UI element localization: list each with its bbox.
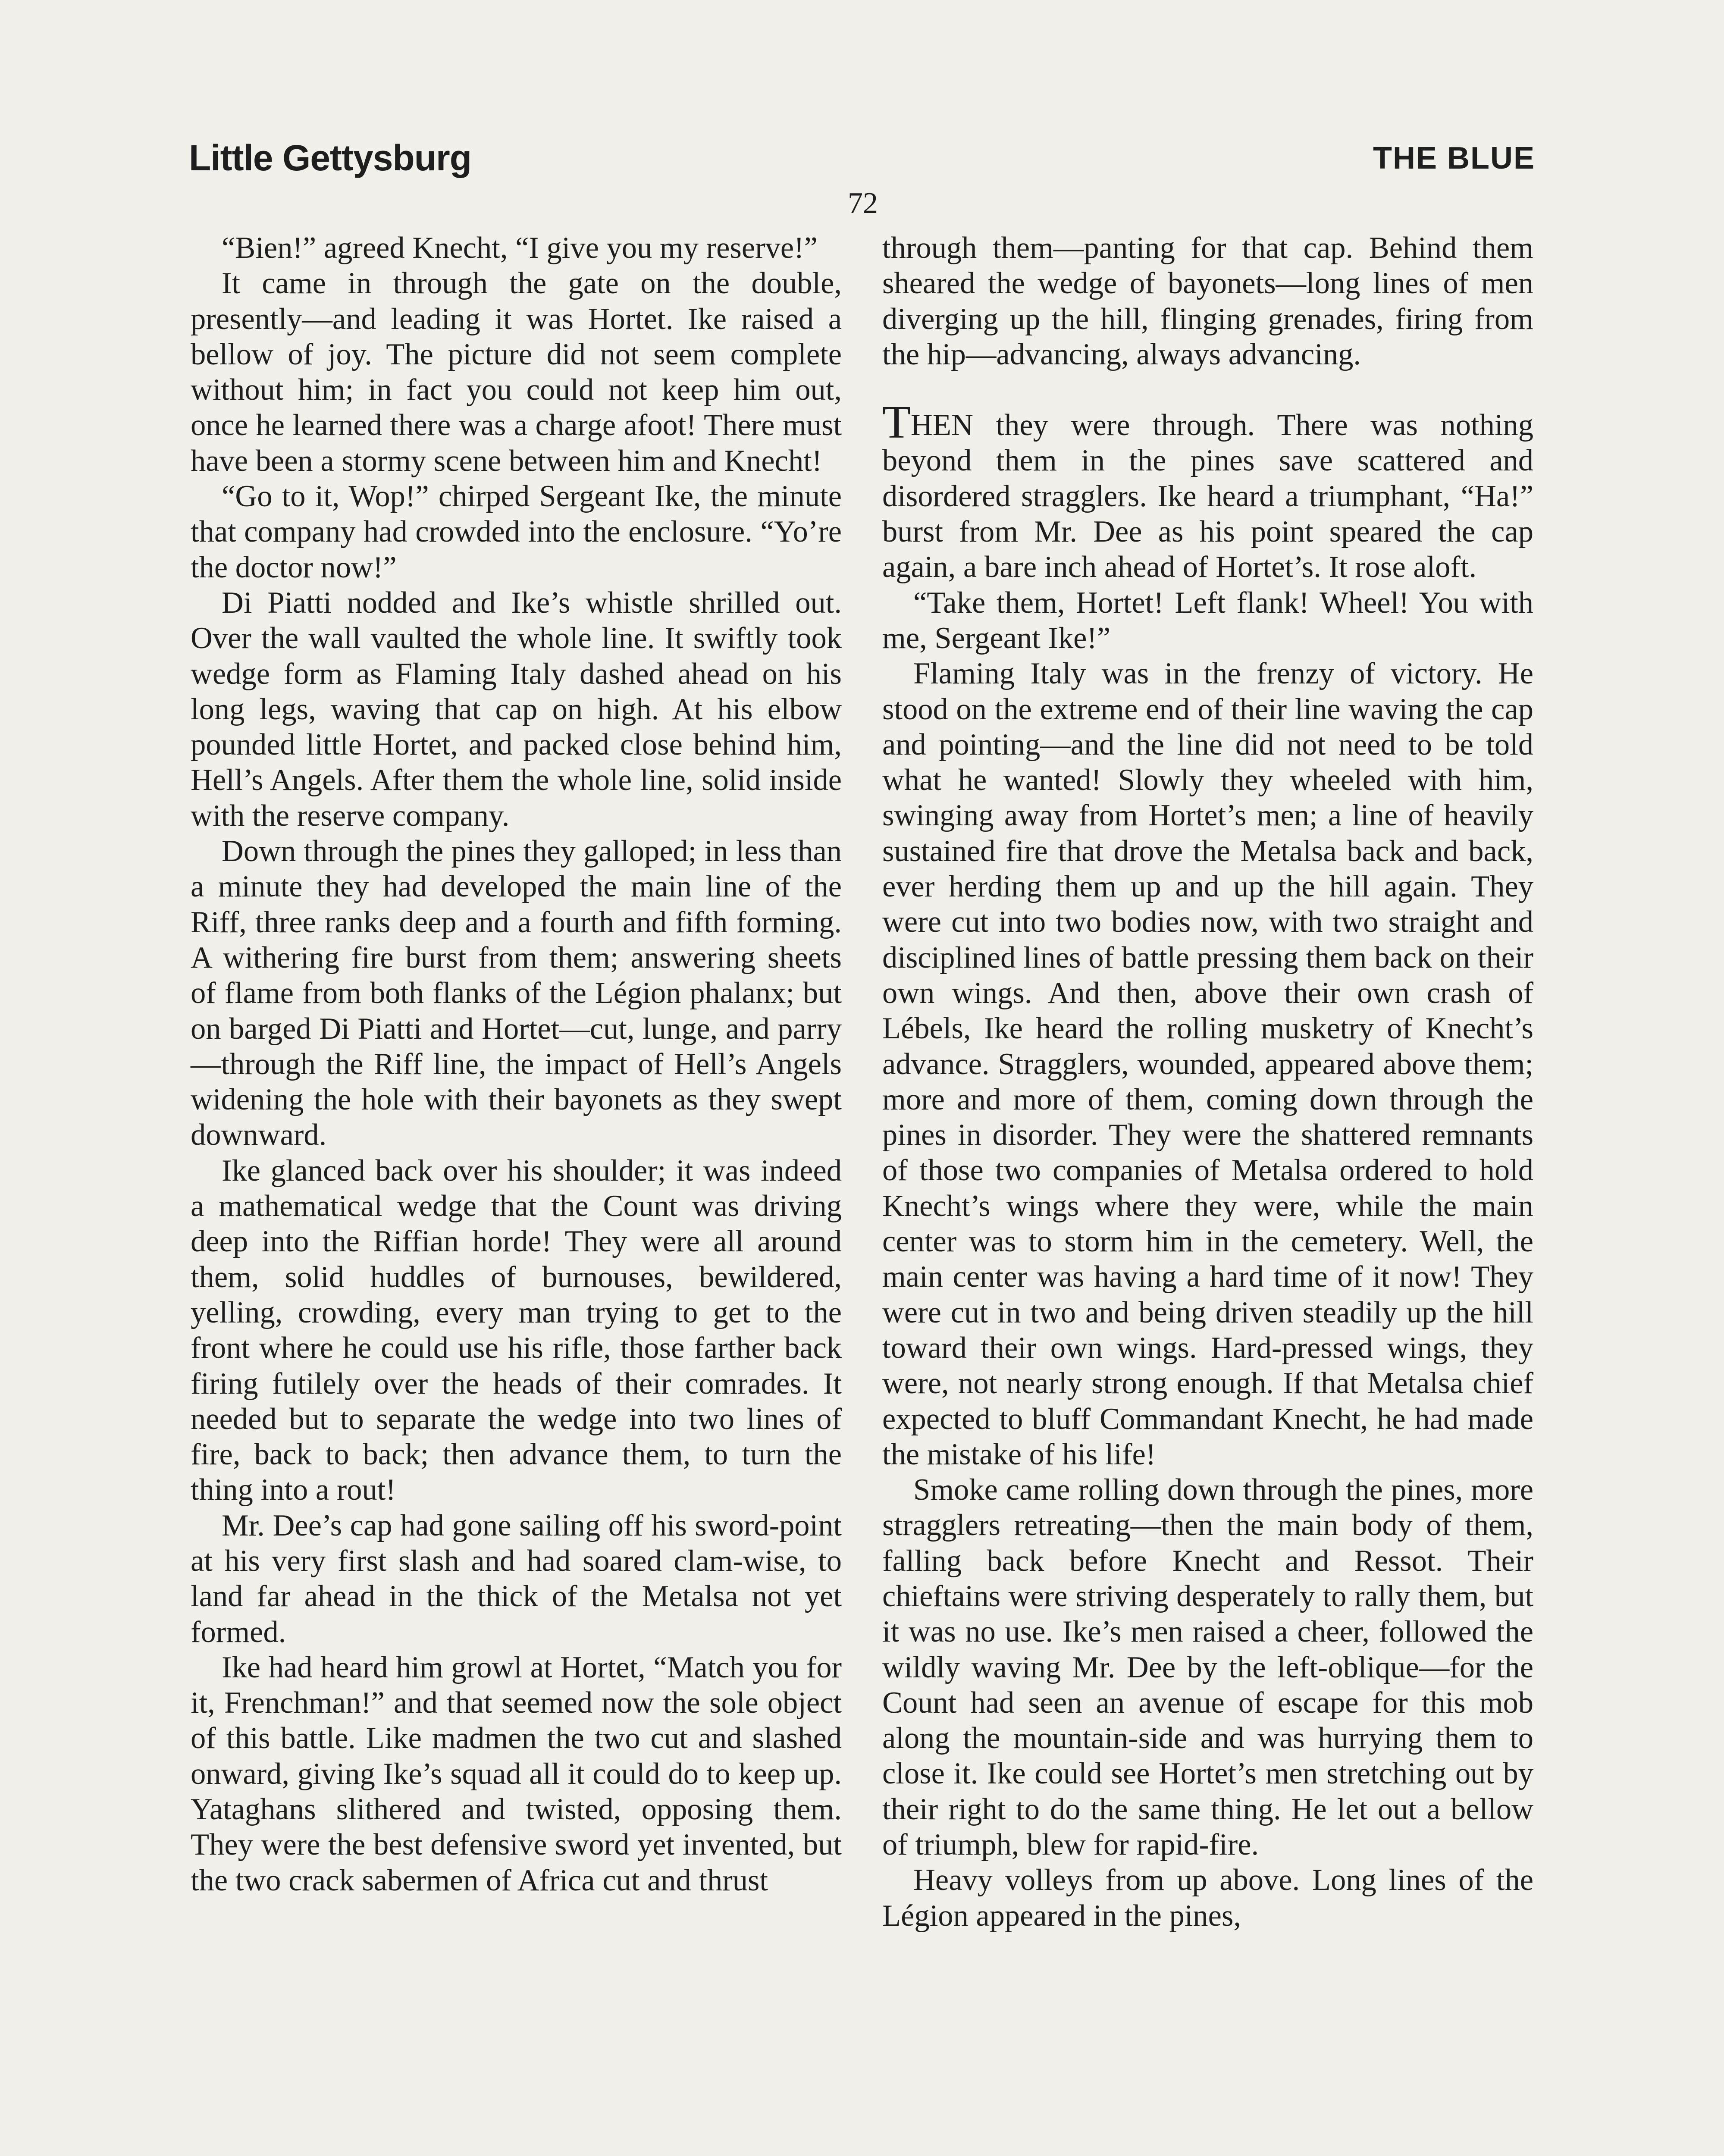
section-start-paragraph xyxy=(882,397,1533,585)
paragraph: Mr. Dee’s cap had gone sailing off his sword-point at his very first slash and had soared clam-wise, to land far ahead in the thick of the Metalsa not yet formed. xyxy=(191,1508,842,1649)
continuation-paragraph: through them—panting for that cap. Behind them sheared the wedge of bayonets—long lines of men diverging up the hill, flinging grenades, firing from the hip—advancing, always advancing. xyxy=(882,231,1533,371)
paragraph: “Bien!” agreed Knecht, “I give you my reserve!” xyxy=(222,231,818,265)
paragraph: Ike had heard him growl at Hortet, “Match you for it, Frenchman!” and that seemed now the sole object of this battle. Like madmen the two cut and slashed onward, giving Ike’s squad all it could do to keep up. Yataghans slithered and twisted, opposing them. They were the best defensive sword yet invented, but the two crack sabermen of Africa cut and thrust xyxy=(191,1650,842,1897)
paragraph: Smoke came rolling down through the pines, more stragglers retreating—then the main body of them, falling back before Knecht and Ressot. Their chieftains were striving desperately to rally them, but it was no use. Ike’s men raised a cheer, followed the wildly waving Mr. Dee by the left-oblique—for the Count had seen an avenue of escape for this mob along the mountain-side and was hurrying them to close it. Ike could see Hortet’s men stretching out by their right to do the same thing. He let out a bellow of triumph, blew for rapid-fire. xyxy=(882,1473,1533,1862)
paragraph: It came in through the gate on the double, presently—and leading it was Hortet. Ike raised a bellow of joy. The picture did not seem complete without him; in fact you could not keep him out, once he learned there was a charge afoot! There must have been a stormy scene between him and Knecht! xyxy=(191,266,842,478)
paragraph: Heavy volleys from up above. Long lines of the Légion appeared in the pines, xyxy=(882,1863,1533,1933)
paragraph: Flaming Italy was in the frenzy of victory. He stood on the extreme end of their line waving the cap and pointing—and the line did not need to be told what he wanted! Slowly they wheeled with him, swinging away from Hortet’s men; a line of heavily sustained fire that drove the Metalsa back and back, ever herding them up and up the hill again. They were cut into two bodies now, with two straight and disciplined lines of battle pressing them back on their own wings. And then, above their own crash of Lébels, Ike heard the rolling musketry of Knecht’s advance. Stragglers, wounded, appeared above them; more and more of them, coming down through the pines in disorder. They were the shattered remnants of those two companies of Metalsa ordered to hold Knecht’s wings where they were, while the main center was to storm him in the cemetery. Well, the main center was having a hard time of it now! They were cut in two and being driven steadily up the hill toward their own wings. Hard-pressed wings, they were, not nearly strong enough. If that Metalsa chief expected to bluff Commandant Knecht, he had made the mistake of his life! xyxy=(882,657,1533,1471)
paragraph: “Take them, Hortet! Left flank! Wheel! You with me, Sergeant Ike!” xyxy=(882,586,1533,655)
paragraph: “Go to it, Wop!” chirped Sergeant Ike, the minute that company had crowded into the enclosure. “Yo’re the doctor now!” xyxy=(191,479,842,584)
section-first-paragraph-text: HEN they were through. There was nothing beyond them in the pines save scattered and disordered stragglers. Ike heard a triumphant, “Ha!” burst from Mr. Dee as his point speared the cap again, a bare inch ahead of Hortet’s. It rose aloft. xyxy=(882,408,1533,584)
magazine-name: THE BLUE xyxy=(1373,141,1535,175)
paragraph: Di Piatti nodded and Ike’s whistle shrilled out. Over the wall vaulted the whole line. It swiftly took wedge form as Flaming Italy dashed ahead on his long legs, waving that cap on high. At his elbow pounded little Hortet, and packed close behind him, Hell’s Angels. After them the whole line, solid inside with the reserve company. xyxy=(191,586,842,833)
paragraph: Down through the pines they galloped; in less than a minute they had developed the main line of the Riff, three ranks deep and a fourth and fifth forming. A withering fire burst from them; answering sheets of flame from both flanks of the Légion phalanx; but on barged Di Piatti and Hortet—cut, lunge, and parry—through the Riff line, the impact of Hell’s Angels widening the hole with their bayonets as they swept downward. xyxy=(191,834,842,1152)
story-title: Little Gettysburg xyxy=(189,138,472,178)
drop-cap: T xyxy=(882,397,911,448)
right-column xyxy=(882,230,1533,1934)
paragraph: Ike glanced back over his shoulder; it was indeed a mathematical wedge that the Count was driving deep into the Riffian horde! They were all around them, solid huddles of burnouses, bewildered, yelling, crowding, every man trying to get to the front where he could use his rifle, those farther back firing futilely over the heads of their comrades. It needed but to separate the wedge into two lines of fire, back to back; then advance them, to turn the thing into a rout! xyxy=(191,1153,842,1507)
page-number: 72 xyxy=(848,187,878,220)
left-column xyxy=(191,230,842,1898)
